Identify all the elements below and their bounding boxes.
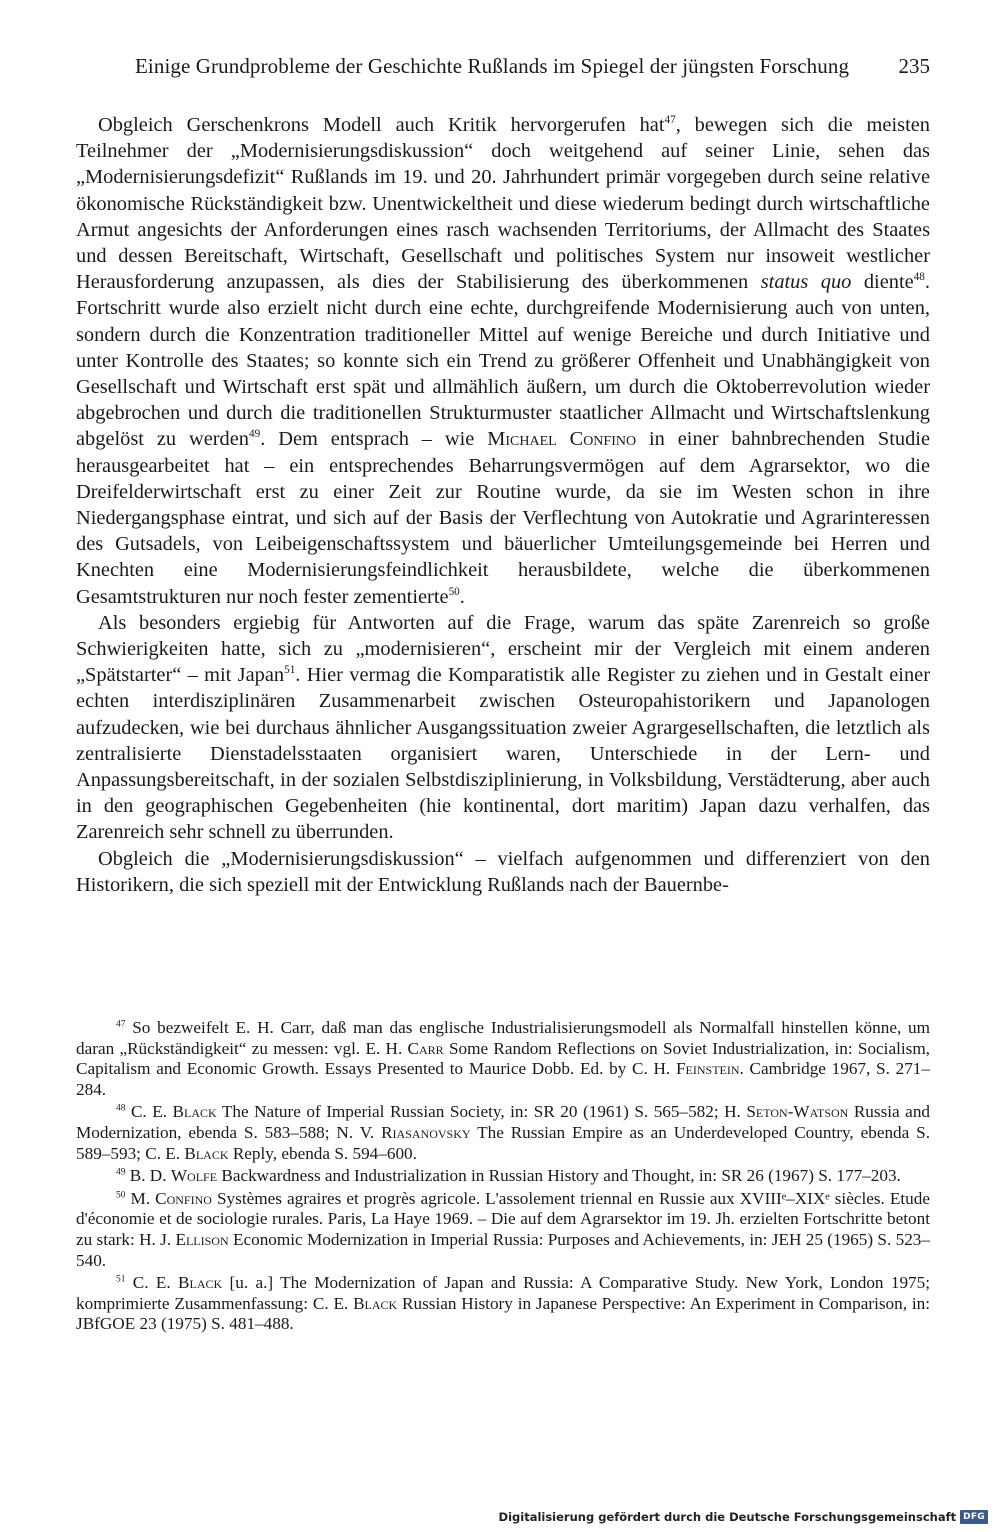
footnotes [76, 1018, 930, 1337]
footnote-ref-49[interactable]: 49 [249, 428, 261, 441]
paragraph-2: Als besonders ergiebig für Antworten auf die Frage, warum das späte Zarenreich so große Schwierigkeiten hatte, sich zu „modernisieren“, erscheint mir der Vergleich mit einem anderen „Spätstarter“ – mit Japan$^{51}$. Hier vermag die Komparatistik alle Register zu ziehen und in Gestalt einer echten interdisziplinären Zusammenarbeit zwischen Osteuropahistorikern und Japanologen aufzudecken, wie bei durchaus ähnlicher Ausgangssituation zweier Agrargesellschaften, die letztlich als zentralisierte Dienstadelsstaaten organisiert waren, Unterschiede in der Lern- und Anpassungsbereitschaft, in der sozialen Selbstdisziplinierung, in Volksbildung, Verstädterung, aber auch in den geographischen Gegebenheiten (hie kontinental, dort maritim) Japan dazu verhalfen, das Zarenreich sehr schnell zu überrunden. [76, 611, 930, 844]
dfg-logo: DFG [960, 1510, 988, 1524]
author-name: Michael Confino [487, 428, 637, 451]
paragraph-1: Obgleich Gerschenkrons Modell auch Kritik hervorgerufen hat$^{47}$, bewegen sich die meisten Teilnehmer der „Modernisierungsdiskussion“ doch weitgehend auf seiner Linie, sehen das „Modernisierungsdefizit“ Rußlands im 19. und 20. Jahrhundert primär vorgegeben durch seine relative ökonomische Rückständigkeit bzw. Unentwickeltheit und diese wiederum bedingt durch wirtschaftliche Armut angesichts der Anforderungen eines rasch wachsenden Territoriums, der Allmacht des Staates und dessen Bereitschaft, Wirtschaft, Gesellschaft und politisches System nur insoweit westlicher Herausforderung anzupassen, als dies der Stabilisierung des überkommenen status quo diente$^{48}$. Fortschritt wurde also erzielt nicht durch eine echte, durchgreifende Modernisierung auch von unten, sondern durch die Konzentration traditioneller Mittel auf wenige Bereiche und durch Initiative und unter Kontrolle des Staates; so konnte sich ein Trend zu größerer Offenheit und Unabhängigkeit von Gesellschaft und Wirtschaft erst spät und allmählich äußern, um durch die Oktoberrevolution wieder abgebrochen und durch die traditionellen Strukturmuster staatlicher Allmacht und Wirtschaftslenkung abgelöst zu werden$^{49}$. Dem entsprach – wie Michael Confino in einer bahnbrechenden Studie herausgearbeitet hat – ein entsprechendes Beharrungsvermögen auf dem Agrarsektor, wo die Dreifelderwirtschaft erst zu einer Zeit zur Routine wurde, da sie im Westen schon in ihre Niedergangsphase eintrat, und sich auf der Basis der Verflechtung von Autokratie und Agrarinteressen des Gutsadels, von Leibeigenschaftssystem und bäuerlicher Umteilungsgemeinde bei Herren und Knechten eine Modernisierungsfeindlichkeit herausbildete, welche die überkommenen Gesamtstrukturen nur noch fester zementierte$^{50}$. [76, 114, 930, 608]
running-header [135, 52, 930, 80]
footnote-ref-51[interactable]: 51 [284, 664, 296, 677]
paragraph-3: Obgleich die „Modernisierungsdiskussion“ – vielfach aufgenommen und differenziert von den Historikern, die sich speziell mit der Entwicklung Rußlands nach der Bauernbe- [76, 847, 930, 896]
footnote-48: $^{48}$ C. E. Black The Nature of Imperial Russian Society, in: SR 20 (1961) S. 565–582; H. Seton-Watson Russia and Modernization, ebenda S. 583–588; N. V. Riasanovsky The Russian Empire as an Underdeveloped Country, ebenda S. 589–593; C. E. Black Reply, ebenda S. 594–600. [76, 1102, 931, 1163]
main-text [76, 112, 930, 898]
footnote-ref-48[interactable]: 48 [913, 271, 925, 284]
footnote-50: $^{50}$ M. Confino Systèmes agraires et progrès agricole. L'assolement triennal en Russie aux XVIIIᵉ–XIXᵉ siècles. Etude d'économie et de sociologie rurales. Paris, La Haye 1969. – Die auf dem Agrarsektor im 19. Jh. erzielten Fortschritte betont zu stark: H. J. Ellison Economic Modernization in Imperial Russia: Purposes and Achievements, in: JEH 25 (1965) S. 523–540. [76, 1188, 930, 1270]
footnote-ref-50[interactable]: 50 [448, 585, 460, 598]
footnote-47: $^{47}$ So bezweifelt E. H. Carr, daß man das englische Industrialisierungsmodell als Normalfall hinstellen könne, um daran „Rückständigkeit“ zu messen: vgl. E. H. Carr Some Random Reflections on Soviet Industrialization, in: Socialism, Capitalism and Economic Growth. Essays Presented to Maurice Dobb. Ed. by C. H. Feinstein. Cambridge 1967, S. 271–284. [76, 1018, 930, 1099]
footnote-ref-47[interactable]: 47 [664, 114, 676, 127]
page-number: 235 [898, 54, 930, 78]
digitization-stamp [499, 1508, 988, 1526]
stamp-text: Digitalisierung gefördert durch die Deutsche Forschungsgemeinschaft [498, 1510, 957, 1524]
footnote-49: $^{49}$ B. D. Wolfe Backwardness and Industrialization in Russian History and Thought, in: SR 26 (1967) S. 177–203. [116, 1166, 901, 1186]
running-title: Einige Grundprobleme der Geschichte Rußlands im Spiegel der jüngsten Forschung [135, 54, 850, 78]
footnote-51: $^{51}$ C. E. Black [u. a.] The Modernization of Japan and Russia: A Comparative Study. New York, London 1975; komprimierte Zusammenfassung: C. E. Black Russian History in Japanese Perspective: An Experiment in Comparison, in: JBfGOE 23 (1975) S. 481–488. [76, 1273, 931, 1334]
